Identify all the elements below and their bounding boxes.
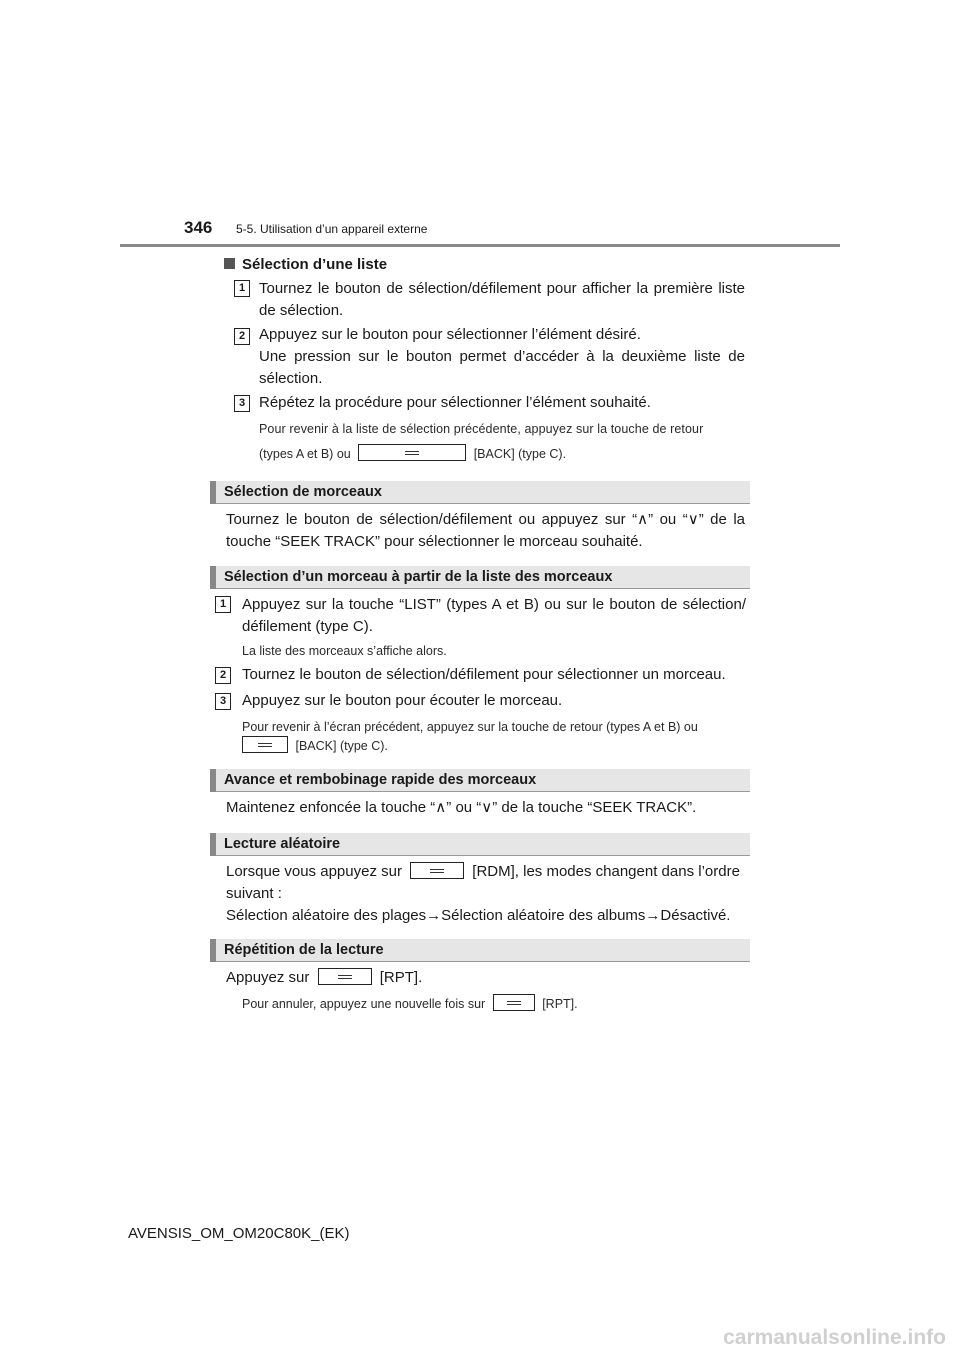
repeat-text: Appuyez sur (226, 969, 310, 986)
footer-document-code: AVENSIS_OM_OM20C80K_(EK) (128, 1225, 350, 1242)
bar-accent (210, 939, 216, 962)
fast-forward-text: Maintenez enfoncée la touche “∧” ou “∨” de la touche “SEEK TRACK”. (226, 799, 697, 816)
bar-accent (210, 769, 216, 792)
note-text: (types A et B) ou (259, 447, 351, 461)
step-text-3: Répétez la procédure pour sélectionner l’élément souhaité. (259, 394, 651, 411)
note-text: [BACK] (type C). (295, 739, 388, 753)
section-bar-fast-forward (210, 769, 750, 792)
section-heading: Sélection d’un morceau à partir de la liste des morceaux (224, 569, 613, 585)
list-step-1-note: La liste des morceaux s’affiche alors. (242, 644, 447, 658)
rpt-button-icon (493, 994, 535, 1011)
rpt-button-icon (318, 968, 372, 985)
random-text: Lorsque vous appuyez sur (226, 863, 402, 880)
back-button-icon (358, 444, 466, 461)
note-return-1: Pour revenir à la liste de sélection précédente, appuyez sur la touche de retour (259, 422, 704, 436)
bar-accent (210, 833, 216, 856)
list-step-2-text: Tournez le bouton de sélection/défilement pour sélectionner un morceau. (242, 666, 726, 683)
step-number-2: 2 (215, 667, 231, 684)
square-bullet-icon (224, 258, 235, 269)
random-line1 (226, 861, 746, 883)
repeat-note (242, 993, 578, 1015)
subheading-list-selection (224, 256, 387, 273)
track-selection-text: Tournez le bouton de sélection/défilement ou appuyez sur “∧” ou “∨” de la touche “SEEK TRACK” pour sélectionner le morceau souhaité. (226, 511, 745, 550)
random-text: [RDM], les modes changent dans l’ordre (472, 863, 740, 880)
bar-accent (210, 481, 216, 504)
rdm-button-icon (410, 862, 464, 879)
step-number-3: 3 (234, 395, 250, 412)
note-text: Pour annuler, appuyez une nouvelle fois sur (242, 997, 486, 1011)
random-line3: Sélection aléatoire des plages→Sélection aléatoire des albums→Désactivé. (226, 907, 731, 924)
step-number-1: 1 (234, 280, 250, 297)
section-heading: Répétition de la lecture (224, 942, 384, 958)
section-heading: Lecture aléatoire (224, 836, 341, 852)
section-bar-track-selection (210, 481, 750, 504)
section-title: 5-5. Utilisation d’un appareil externe (236, 222, 428, 236)
repeat-text: [RPT]. (379, 969, 423, 986)
list-note-line2 (242, 735, 388, 757)
back-button-icon (242, 736, 288, 753)
subheading-text: Sélection d’une liste (242, 256, 388, 273)
bar-accent (210, 566, 216, 589)
repeat-line (226, 967, 422, 989)
page-number: 346 (184, 218, 213, 237)
watermark: carmanualsonline.info (723, 1326, 946, 1349)
section-heading: Avance et rembobinage rapide des morceaux (224, 772, 537, 788)
header-divider (120, 244, 840, 247)
list-step-1-text: Appuyez sur la touche “LIST” (types A et B) ou sur le bouton de sélection/ défilement (type C). (242, 596, 746, 635)
section-bar-repeat (210, 939, 750, 962)
step-text-2b: Une pression sur le bouton permet d’accéder à la deuxième liste de sélection. (259, 348, 745, 387)
note-return-2 (259, 443, 749, 465)
section-bar-list-track-selection (210, 566, 750, 589)
step-number-1: 1 (215, 596, 231, 613)
step-number-2: 2 (234, 328, 250, 345)
section-heading: Sélection de morceaux (224, 484, 382, 500)
list-step-3-text: Appuyez sur le bouton pour écouter le morceau. (242, 692, 563, 709)
random-line2: suivant : (226, 885, 282, 902)
note-text: [RPT]. (542, 997, 578, 1011)
note-text: [BACK] (type C). (473, 447, 567, 461)
section-bar-random (210, 833, 750, 856)
step-text-1: Tournez le bouton de sélection/défilement pour afficher la première liste de sélection. (259, 280, 745, 319)
step-text-2a: Appuyez sur le bouton pour sélectionner l’élément désiré. (259, 326, 641, 343)
list-note-line1: Pour revenir à l’écran précédent, appuyez sur la touche de retour (types A et B) ou (242, 720, 698, 734)
step-number-3: 3 (215, 693, 231, 710)
